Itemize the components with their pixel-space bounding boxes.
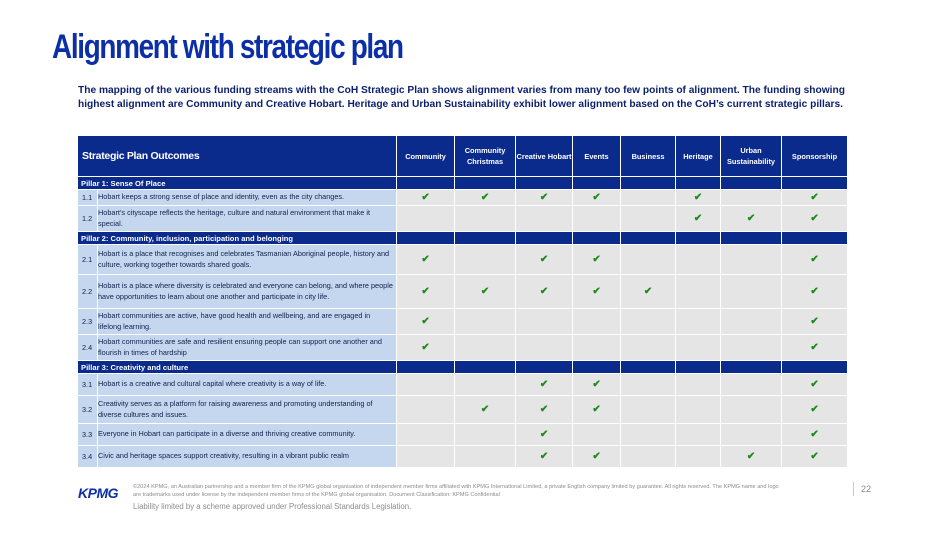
- table-header-row: [78, 136, 848, 177]
- pillar-header-row: [78, 177, 848, 190]
- checkmark-icon: ✔: [397, 275, 455, 309]
- checkmark-icon: ✔: [573, 245, 621, 275]
- header-column: Events: [573, 136, 621, 177]
- empty-cell: [455, 206, 516, 232]
- header-outcomes: Strategic Plan Outcomes: [78, 136, 397, 177]
- intro-paragraph: The mapping of the various funding streams with the CoH Strategic Plan shows alignment varies from many too few points of alignment. The funding showing highest alignment are Community and Creative Hobart. Heritage and Urban Sustainability exhibit lower alignment based on the CoH’s current strategic pillars.: [78, 85, 845, 110]
- outcome-number: 2.1: [78, 245, 98, 275]
- outcome-number: 3.1: [78, 374, 98, 396]
- pillar-title: Pillar 3: Creativity and culture: [78, 361, 397, 374]
- table-row: [78, 446, 848, 468]
- checkmark-icon: ✔: [573, 374, 621, 396]
- outcome-number: 1.1: [78, 190, 98, 206]
- empty-cell: [676, 446, 721, 468]
- empty-cell: [455, 374, 516, 396]
- checkmark-icon: ✔: [782, 206, 848, 232]
- outcome-description: Hobart’s cityscape reflects the heritage, culture and natural environment that make it special.: [98, 206, 397, 232]
- pillar-cell: [573, 177, 621, 190]
- table-row: [78, 309, 848, 335]
- outcome-number: 3.2: [78, 396, 98, 424]
- empty-cell: [676, 396, 721, 424]
- page-number: 22: [861, 484, 872, 494]
- empty-cell: [455, 424, 516, 446]
- footer-liability-text: Liability limited by a scheme approved under Professional Standards Legislation.: [133, 502, 412, 511]
- header-column: Urban Sustainability: [721, 136, 782, 177]
- outcome-number: 3.3: [78, 424, 98, 446]
- pillar-cell: [516, 361, 573, 374]
- checkmark-icon: ✔: [455, 275, 516, 309]
- outcome-number: 2.2: [78, 275, 98, 309]
- pillar-cell: [455, 232, 516, 245]
- pillar-title: Pillar 2: Community, inclusion, participation and belonging: [78, 232, 397, 245]
- outcome-description: Hobart communities are active, have good health and wellbeing, and are engaged in lifelong learning.: [98, 309, 397, 335]
- empty-cell: [721, 245, 782, 275]
- checkmark-icon: ✔: [573, 396, 621, 424]
- empty-cell: [676, 309, 721, 335]
- outcome-number: 3.4: [78, 446, 98, 468]
- outcome-number: 2.3: [78, 309, 98, 335]
- table-body: [78, 177, 848, 468]
- empty-cell: [721, 275, 782, 309]
- alignment-table: [77, 135, 848, 468]
- pillar-cell: [573, 232, 621, 245]
- checkmark-icon: ✔: [782, 309, 848, 335]
- empty-cell: [676, 275, 721, 309]
- empty-cell: [397, 446, 455, 468]
- empty-cell: [721, 396, 782, 424]
- empty-cell: [516, 206, 573, 232]
- empty-cell: [455, 446, 516, 468]
- empty-cell: [573, 206, 621, 232]
- empty-cell: [573, 309, 621, 335]
- checkmark-icon: ✔: [621, 275, 676, 309]
- pillar-cell: [721, 361, 782, 374]
- outcome-description: Hobart communities are safe and resilient ensuring people can support one another and flourish in times of hardship: [98, 335, 397, 361]
- page-number-divider: [853, 482, 854, 496]
- checkmark-icon: ✔: [782, 275, 848, 309]
- pillar-cell: [621, 177, 676, 190]
- header-column: Community: [397, 136, 455, 177]
- checkmark-icon: ✔: [397, 335, 455, 361]
- pillar-cell: [782, 177, 848, 190]
- pillar-cell: [455, 361, 516, 374]
- empty-cell: [721, 190, 782, 206]
- pillar-cell: [455, 177, 516, 190]
- empty-cell: [676, 374, 721, 396]
- pillar-cell: [621, 361, 676, 374]
- table-row: [78, 245, 848, 275]
- checkmark-icon: ✔: [676, 206, 721, 232]
- outcome-description: Creativity serves as a platform for raising awareness and promoting understanding of diverse cultures and issues.: [98, 396, 397, 424]
- empty-cell: [455, 245, 516, 275]
- page-title: Alignment with strategic plan: [52, 28, 403, 66]
- outcome-description: Hobart keeps a strong sense of place and identity, even as the city changes.: [98, 190, 397, 206]
- empty-cell: [621, 190, 676, 206]
- empty-cell: [573, 335, 621, 361]
- table-row: [78, 190, 848, 206]
- empty-cell: [573, 424, 621, 446]
- pillar-header-row: [78, 361, 848, 374]
- outcome-number: 2.4: [78, 335, 98, 361]
- checkmark-icon: ✔: [573, 190, 621, 206]
- outcome-number: 1.2: [78, 206, 98, 232]
- empty-cell: [721, 424, 782, 446]
- empty-cell: [721, 335, 782, 361]
- header-column: Community Christmas: [455, 136, 516, 177]
- checkmark-icon: ✔: [782, 396, 848, 424]
- empty-cell: [455, 335, 516, 361]
- checkmark-icon: ✔: [397, 190, 455, 206]
- empty-cell: [397, 396, 455, 424]
- empty-cell: [621, 424, 676, 446]
- empty-cell: [676, 335, 721, 361]
- checkmark-icon: ✔: [782, 446, 848, 468]
- pillar-cell: [573, 361, 621, 374]
- pillar-cell: [397, 177, 455, 190]
- table-row: [78, 424, 848, 446]
- empty-cell: [516, 335, 573, 361]
- pillar-cell: [676, 177, 721, 190]
- pillar-title: Pillar 1: Sense Of Place: [78, 177, 397, 190]
- checkmark-icon: ✔: [573, 275, 621, 309]
- pillar-cell: [782, 232, 848, 245]
- header-column: Business: [621, 136, 676, 177]
- empty-cell: [397, 374, 455, 396]
- checkmark-icon: ✔: [455, 396, 516, 424]
- checkmark-icon: ✔: [782, 374, 848, 396]
- empty-cell: [676, 424, 721, 446]
- empty-cell: [621, 309, 676, 335]
- empty-cell: [397, 206, 455, 232]
- pillar-cell: [397, 361, 455, 374]
- empty-cell: [621, 245, 676, 275]
- table-row: [78, 396, 848, 424]
- checkmark-icon: ✔: [782, 190, 848, 206]
- pillar-cell: [397, 232, 455, 245]
- pillar-cell: [676, 361, 721, 374]
- empty-cell: [621, 374, 676, 396]
- outcome-description: Everyone in Hobart can participate in a diverse and thriving creative community.: [98, 424, 397, 446]
- checkmark-icon: ✔: [516, 374, 573, 396]
- checkmark-icon: ✔: [516, 446, 573, 468]
- checkmark-icon: ✔: [516, 245, 573, 275]
- empty-cell: [516, 309, 573, 335]
- empty-cell: [455, 309, 516, 335]
- pillar-cell: [516, 177, 573, 190]
- checkmark-icon: ✔: [782, 245, 848, 275]
- pillar-cell: [621, 232, 676, 245]
- outcome-description: Civic and heritage spaces support creativity, resulting in a vibrant public realm: [98, 446, 397, 468]
- empty-cell: [621, 335, 676, 361]
- kpmg-logo: KPMG: [78, 485, 118, 501]
- empty-cell: [721, 374, 782, 396]
- empty-cell: [397, 424, 455, 446]
- checkmark-icon: ✔: [516, 275, 573, 309]
- footer-legal-text: ©2024 KPMG, an Australian partnership and a member firm of the KPMG global organisation of independent member firms affiliated with KPMG International Limited, a private English company limited by guarantee. All rights reserved. The KPMG name and logo are trademarks used under license by the independent member firms of the KPMG global organisation. Document Classification: KPMG Confidential: [133, 484, 779, 498]
- checkmark-icon: ✔: [516, 396, 573, 424]
- pillar-header-row: [78, 232, 848, 245]
- header-column: Sponsorship: [782, 136, 848, 177]
- table-row: [78, 206, 848, 232]
- checkmark-icon: ✔: [516, 424, 573, 446]
- pillar-cell: [721, 177, 782, 190]
- checkmark-icon: ✔: [516, 190, 573, 206]
- checkmark-icon: ✔: [397, 309, 455, 335]
- checkmark-icon: ✔: [782, 424, 848, 446]
- checkmark-icon: ✔: [721, 206, 782, 232]
- checkmark-icon: ✔: [455, 190, 516, 206]
- checkmark-icon: ✔: [573, 446, 621, 468]
- checkmark-icon: ✔: [721, 446, 782, 468]
- empty-cell: [676, 245, 721, 275]
- table-row: [78, 335, 848, 361]
- empty-cell: [621, 446, 676, 468]
- empty-cell: [621, 396, 676, 424]
- header-column: Creative Hobart: [516, 136, 573, 177]
- empty-cell: [721, 309, 782, 335]
- pillar-cell: [782, 361, 848, 374]
- pillar-cell: [721, 232, 782, 245]
- pillar-cell: [676, 232, 721, 245]
- checkmark-icon: ✔: [782, 335, 848, 361]
- header-column: Heritage: [676, 136, 721, 177]
- outcome-description: Hobart is a place where diversity is celebrated and everyone can belong, and where people have opportunities to learn about one another and participate in city life.: [98, 275, 397, 309]
- outcome-description: Hobart is a place that recognises and celebrates Tasmanian Aboriginal people, history and culture, working together towards shared goals.: [98, 245, 397, 275]
- table-row: [78, 275, 848, 309]
- checkmark-icon: ✔: [676, 190, 721, 206]
- outcome-description: Hobart is a creative and cultural capital where creativity is a way of life.: [98, 374, 397, 396]
- pillar-cell: [516, 232, 573, 245]
- checkmark-icon: ✔: [397, 245, 455, 275]
- empty-cell: [621, 206, 676, 232]
- table-row: [78, 374, 848, 396]
